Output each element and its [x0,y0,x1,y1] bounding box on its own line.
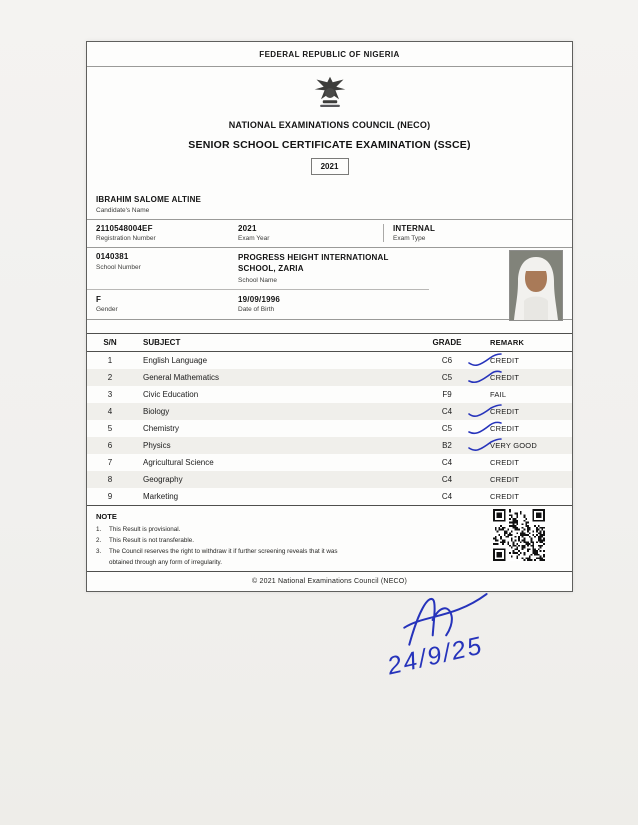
council-name: NATIONAL EXAMINATIONS COUNCIL (NECO) [228,120,431,130]
note-title: NOTE [96,512,117,522]
note-text: This Result is not transferable. [109,537,195,545]
cell-subject: English Language [143,356,208,366]
school-name-label: School Name [238,276,278,284]
cell-subject: Chemistry [143,424,180,434]
table-row [87,420,572,437]
qr-code [493,509,545,561]
school-row [87,248,429,290]
cell-sn: 3 [107,390,113,400]
candidate-name-section [87,195,572,220]
gender-field [87,295,238,314]
dob-field [238,295,383,314]
handwritten-date: 24/9/25 [384,631,486,681]
exam-year-box: 2021 [311,158,349,175]
table-row [87,437,572,454]
emblem-area [87,67,572,113]
registration-number-field [87,224,238,243]
candidate-name-label: Candidate's Name [96,206,150,214]
table-row [87,352,572,369]
cell-subject: General Mathematics [143,373,220,383]
exam-title: SENIOR SCHOOL CERTIFICATE EXAMINATION (SSCE) [188,139,471,151]
note-number: 3. [96,548,102,556]
cell-subject: Agricultural Science [143,458,214,468]
results-table [87,333,572,506]
exam-year: 2021 [238,223,257,233]
school-number-label: School Number [96,263,141,271]
cell-sn: 9 [107,492,113,502]
gender-label: Gender [96,306,118,314]
cell-remark: CREDIT [490,407,520,417]
results-table-header [87,334,572,352]
registration-section [87,220,572,249]
school-gender-section [87,248,572,320]
gender: F [96,294,102,304]
cell-grade: C4 [441,475,453,485]
header-remark: REMARK [490,338,525,348]
cell-sn: 6 [107,441,113,451]
table-row [87,488,572,505]
cell-grade: C6 [418,356,476,365]
cell-grade: C4 [441,458,453,468]
registration-number-label: Registration Number [96,235,156,242]
exam-type-field [383,224,572,243]
table-row [87,454,572,471]
cell-grade: C4 [441,492,453,502]
cell-remark: CREDIT [490,492,520,502]
table-row [87,471,572,488]
exam-type-label: Exam Type [393,235,426,242]
school-number-field [87,252,238,284]
cell-remark: FAIL [490,390,507,400]
school-name: PROGRESS HEIGHT INTERNATIONAL SCHOOL, ZARIA [238,253,389,274]
table-row [87,403,572,420]
candidate-photo [509,250,563,321]
header-sn: S/N [103,338,117,348]
note-number: 1. [96,526,102,534]
cell-grade: C4 [418,407,476,416]
date-of-birth: 19/09/1996 [238,294,281,304]
cell-remark: CREDIT [490,424,520,434]
table-row [87,369,572,386]
cell-subject: Physics [143,441,171,451]
note-text: This Result is provisional. [109,526,181,534]
cell-grade: B2 [418,441,476,450]
cell-sn: 2 [107,373,113,383]
cell-sn: 7 [107,458,113,468]
country-title: FEDERAL REPUBLIC OF NIGERIA [87,42,572,67]
exam-year-label: Exam Year [238,235,270,242]
cell-sn: 8 [107,475,113,485]
note-number: 2. [96,537,102,545]
cell-remark: VERY GOOD [490,441,537,451]
cell-subject: Marketing [143,492,179,502]
cell-remark: CREDIT [490,458,520,468]
note-text: The Council reserves the right to withdraw it if further screening reveals that it was obtained through any form of irregularity. [109,548,338,567]
header-grade: GRADE [432,338,462,348]
certificate-footer: © 2021 National Examinations Council (NECO) [87,571,572,591]
cell-sn: 4 [107,407,113,417]
cell-grade: C5 [418,424,476,433]
header-subject: SUBJECT [143,338,181,348]
registration-number: 2110548004EF [96,223,153,233]
cell-remark: CREDIT [490,373,520,383]
school-number: 0140381 [96,252,129,261]
cell-subject: Geography [143,475,183,485]
cell-sn: 5 [107,424,113,434]
exam-year-field [238,224,383,243]
signature-area [380,588,550,698]
candidate-name: IBRAHIM SALOME ALTINE [96,195,202,204]
cell-remark: CREDIT [490,356,520,366]
school-name-field [238,252,389,284]
note-section [87,506,572,571]
cell-subject: Biology [143,407,170,417]
certificate [86,41,573,592]
cell-subject: Civic Education [143,390,199,400]
cell-grade: C5 [418,373,476,382]
exam-type: INTERNAL [393,223,436,233]
cell-sn: 1 [107,356,113,366]
cell-remark: CREDIT [490,475,520,485]
neco-emblem-icon [312,74,348,112]
dob-label: Date of Birth [238,306,275,314]
gender-row [87,290,429,320]
table-row [87,386,572,403]
cell-grade: F9 [442,390,452,400]
